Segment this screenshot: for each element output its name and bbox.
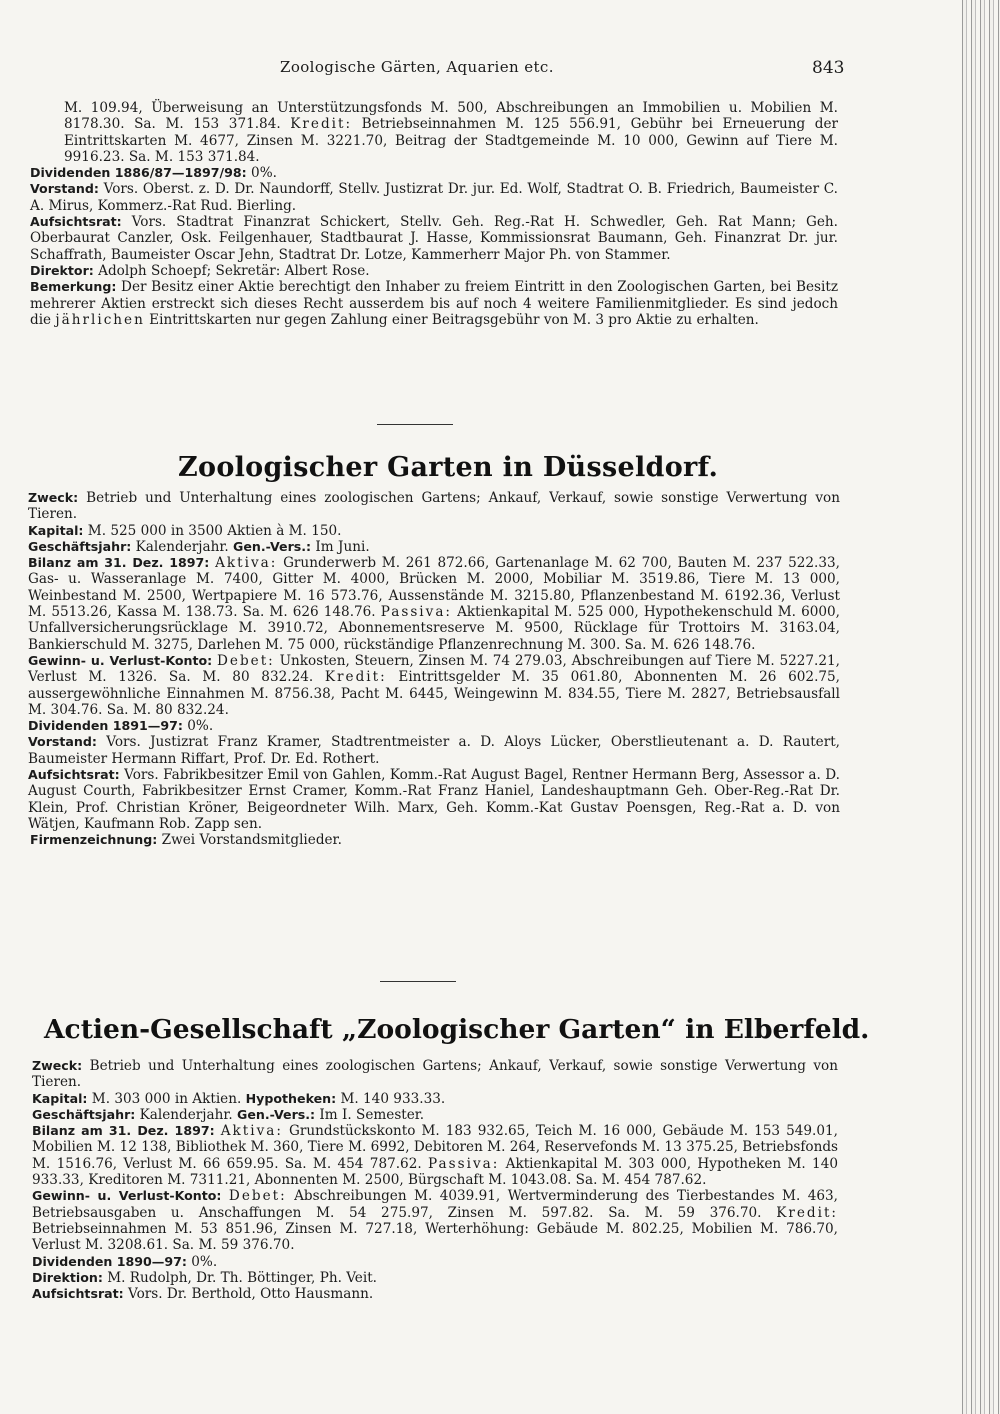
hypotheken-text: M. 140 933.33. [336, 1090, 446, 1107]
kapital-text: M. 303 000 in Aktien. [87, 1090, 246, 1107]
entry-geschaeftsjahr [32, 1107, 838, 1123]
geschaeftsjahr-text: Kalenderjahr. [131, 538, 234, 555]
entry-zweck [32, 1058, 838, 1091]
kapital-label: Kapital: [32, 1090, 88, 1106]
gen-vers-text: Im I. Semester. [315, 1106, 425, 1123]
firmenzeichnung-text: Zwei Vorstandsmitglieder. [157, 832, 342, 849]
entry-kapital [28, 523, 840, 539]
elberfeld-section [32, 1058, 838, 1302]
guv-label: Gewinn- u. Verlust-Konto: [28, 652, 213, 668]
bilanz-label: Bilanz am 31. Dez. 1897: [32, 1123, 215, 1139]
credit-label: Kredit: [290, 116, 353, 133]
section-divider-1 [377, 424, 453, 425]
entry-direktion [32, 1270, 838, 1286]
bemerkung-label: Bemerkung: [30, 279, 117, 295]
debet-label: Debet: [217, 652, 275, 669]
geschaeftsjahr-label: Geschäftsjahr: [28, 538, 132, 554]
duesseldorf-section [28, 490, 840, 849]
passiva-label: Passiva: [380, 604, 453, 621]
bemerkung-text-a: Der Besitz einer Aktie berechtigt den Inhaber zu freiem Eintritt in den Zoologischen Garten, bei Besitz mehrerer Aktien erstreckt sich dieses Recht ausserdem bis auf noch 4 weitere Familienmitglieder. Es sind jedoch die [30, 279, 838, 328]
kredit-label: Kredit: [776, 1204, 838, 1221]
kredit-text: Eintrittsgelder M. 35 061.80, Abonnenten M. 26 602.75, aussergewöhnliche Einnahmen M. 8756.38, Pacht M. 6445, Weingewinn M. 834.55, Tiere M. 2827, Betriebsausfall M. 304.76. Sa. M. 80 832.24. [28, 669, 841, 718]
aktiva-text: Grunderwerb M. 261 872.66, Gartenanlage M. 62 700, Bauten M. 237 522.33, Gas- u. Wasseranlage M. 7400, Gitter M. 4000, Brücken M. 2000, Mobiliar M. 3519.86, Tiere M. 13 000, Weinbestand M. 2500, Wertpapiere M. 16 573.76, Aussenstände M. 3215.80, Pflanzenbestand M. 6192.36, Verlust M. 5513.26, Kassa M. 138.73. Sa. M. 626 148.76. [28, 555, 840, 621]
entry-aufsichtsrat [32, 1286, 838, 1302]
elberfeld-title: Actien-Gesellschaft „Zoologischer Garten“ in Elberfeld. [44, 1014, 870, 1045]
passiva-text: Aktienkapital M. 303 000, Hypotheken M. 140 933.33, Kreditoren M. 7311.21, Abonnenten M. 2500, Bürgschaft M. 1043.08. Sa. M. 454 787.62. [32, 1155, 839, 1189]
direktion-text: M. Rudolph, Dr. Th. Böttinger, Ph. Veit. [102, 1269, 377, 1286]
top-section [30, 100, 838, 328]
vorstand-label: Vorstand: [28, 734, 97, 750]
dividenden-value: 0%. [182, 718, 214, 735]
dividenden-label: Dividenden 1886/87—1897/98: [30, 165, 247, 181]
aktiva-label: Aktiva: [220, 1123, 283, 1140]
zweck-text: Betrieb und Unterhaltung eines zoologischen Gartens; Ankauf, Verkauf, sowie sonstige Verwertung von Tieren. [28, 490, 840, 523]
entry-gewinn-verlust [28, 653, 840, 718]
entry-continuation [30, 100, 838, 165]
entry-firmenzeichnung [28, 832, 840, 848]
dividenden-value: 0%. [246, 165, 277, 182]
zweck-text: Betrieb und Unterhaltung eines zoologischen Gartens; Ankauf, Verkauf, sowie sonstige Verwertung von Tieren. [32, 1058, 838, 1091]
aufsichtsrat-text: Vors. Dr. Berthold, Otto Hausmann. [123, 1286, 374, 1303]
entry-direktor [30, 263, 838, 279]
kapital-label: Kapital: [28, 522, 84, 538]
continuation-text: M. 109.94, Überweisung an Unterstützungsfonds M. 500, Abschreibungen an Immobilien u. Mobilien M. 8178.30. Sa. M. 153 371.84. [64, 100, 838, 133]
aufsichtsrat-text: Vors. Stadtrat Finanzrat Schickert, Stellv. Geh. Reg.-Rat H. Schwedler, Geh. Rat Mann; Geh. Oberbaurat Canzler, Osk. Feilgenhauer, Stadtbaurat J. Hasse, Kommissionsrat Baumann, Geh. Finanzrat Dr. jur. Schaffrath, Baumeister Oscar Jehn, Stadtrat Dr. Lotze, Kammerherr Major Ph. von Stammer. [30, 214, 838, 263]
vorstand-label: Vorstand: [30, 181, 99, 197]
entry-aufsichtsrat [28, 767, 840, 832]
direktion-label: Direktion: [32, 1269, 103, 1285]
aufsichtsrat-label: Aufsichtsrat: [30, 214, 122, 230]
bemerkung-spaced: jährlichen [55, 311, 145, 328]
book-edge [958, 0, 1000, 1414]
kredit-text: Betriebseinnahmen M. 53 851.96, Zinsen M. 727.18, Werterhöhung: Gebäude M. 802.25, Mobilien M. 786.70, Verlust M. 3208.61. Sa. M. 59 376.70. [32, 1220, 838, 1254]
vorstand-text: Vors. Justizrat Franz Kramer, Stadtrentmeister a. D. Aloys Lücker, Oberstlieutenant a. D. Rautert, Baumeister Hermann Riffart, Prof. Dr. Ed. Rothert. [28, 734, 840, 767]
bemerkung-text-b: Eintrittskarten nur gegen Zahlung einer Beitragsgebühr von M. 3 pro Aktie zu erhalten. [144, 311, 759, 328]
entry-vorstand [28, 734, 840, 767]
hypotheken-label: Hypotheken: [245, 1090, 337, 1106]
entry-bemerkung [30, 279, 838, 328]
debet-text: Abschreibungen M. 4039.91, Wertverminderung des Tierbestandes M. 463, Betriebsausgaben u. Anschaffungen M. 54 275.97, Zinsen M. 597.82. Sa. M. 59 376.70. [32, 1188, 838, 1221]
entry-bilanz [32, 1123, 838, 1188]
bilanz-label: Bilanz am 31. Dez. 1897: [28, 555, 210, 571]
dividenden-value: 0%. [186, 1253, 218, 1270]
duesseldorf-title: Zoologischer Garten in Düsseldorf. [178, 452, 719, 483]
entry-vorstand [30, 181, 838, 214]
kapital-text: M. 525 000 in 3500 Aktien à M. 150. [83, 522, 342, 539]
gen-vers-text: Im Juni. [311, 538, 370, 555]
section-divider-2 [380, 981, 456, 982]
entry-zweck [28, 490, 840, 523]
zweck-label: Zweck: [32, 1058, 83, 1073]
aktiva-text: Grundstückskonto M. 183 932.65, Teich M. 16 000, Gebäude M. 153 549.01, Mobilien M. 12 138, Bibliothek M. 360, Tiere M. 6992, Debitoren M. 264, Reservefonds M. 13 375.25, Betriebsfonds M. 1516.76, Verlust M. 66 659.95. Sa. M. 454 787.62. [32, 1123, 838, 1172]
entry-gewinn-verlust [32, 1188, 838, 1253]
direktor-text: Adolph Schoepf; Sekretär: Albert Rose. [93, 262, 370, 279]
aufsichtsrat-label: Aufsichtsrat: [32, 1286, 124, 1302]
entry-bilanz [28, 555, 840, 653]
kredit-label: Kredit: [324, 669, 387, 686]
entry-dividenden [28, 718, 840, 734]
entry-aufsichtsrat [30, 214, 838, 263]
aktiva-label: Aktiva: [215, 555, 278, 572]
geschaeftsjahr-label: Geschäftsjahr: [32, 1106, 136, 1122]
entry-dividenden [32, 1254, 838, 1270]
vorstand-text: Vors. Oberst. z. D. Dr. Naundorff, Stellv. Justizrat Dr. jur. Ed. Wolf, Stadtrat O. B. Friedrich, Baumeister C. A. Mirus, Kommerz.-Rat Rud. Bierling. [30, 181, 838, 214]
firmenzeichnung-label: Firmenzeichnung: [30, 832, 158, 848]
zweck-label: Zweck: [28, 490, 79, 505]
aufsichtsrat-text: Vors. Fabrikbesitzer Emil von Gahlen, Komm.-Rat August Bagel, Rentner Hermann Berg, Assessor a. D. August Courth, Fabrikbesitzer Ernst Cramer, Komm.-Rat Franz Haniel, Landeshauptmann Geh. Ober-Reg.-Rat Dr. Klein, Prof. Christian Kröner, Beigeordneter Wilh. Marx, Geh. Komm.-Kat Gustav Poensgen, Reg.-Rat a. D. von Wätjen, Kaufmann Rob. Zapp sen. [28, 767, 840, 832]
aufsichtsrat-label: Aufsichtsrat: [28, 767, 120, 783]
gen-vers-label: Gen.-Vers.: [237, 1106, 316, 1122]
direktor-label: Direktor: [30, 262, 94, 278]
entry-kapital [32, 1091, 838, 1107]
geschaeftsjahr-text: Kalenderjahr. [135, 1106, 238, 1123]
credit-text: Betriebseinnahmen M. 125 556.91, Gebühr bei Erneuerung der Eintrittskarten M. 4677, Zinsen M. 3221.70, Beitrag der Stadtgemeinde M. 10 000, Gewinn auf Tiere M. 9916.23. Sa. M. 153 371.84. [64, 116, 838, 165]
gen-vers-label: Gen.-Vers.: [233, 538, 312, 554]
running-head: Zoologische Gärten, Aquarien etc. [280, 58, 554, 76]
passiva-label: Passiva: [428, 1155, 500, 1172]
entry-geschaeftsjahr [28, 539, 840, 555]
page-number: 843 [812, 58, 845, 78]
passiva-text: Aktienkapital M. 525 000, Hypothekenschuld M. 6000, Unfallversicherungsrücklage M. 3910.72, Abonnementsreserve M. 9500, Rücklage für Trottoirs M. 3163.04, Bankierschuld M. 3275, Darlehen M. 75 000, rückständige Pflanzenrechnung M. 300. Sa. M. 626 148.76. [28, 604, 840, 653]
dividenden-label: Dividenden 1890—97: [32, 1253, 187, 1269]
dividenden-label: Dividenden 1891—97: [28, 718, 183, 734]
entry-dividenden [30, 165, 838, 181]
debet-label: Debet: [228, 1188, 287, 1205]
debet-text: Unkosten, Steuern, Zinsen M. 74 279.03, Abschreibungen auf Tiere M. 5227.21, Verlust M. 1326. Sa. M. 80 832.24. [28, 652, 840, 686]
guv-label: Gewinn- u. Verlust-Konto: [32, 1188, 222, 1204]
